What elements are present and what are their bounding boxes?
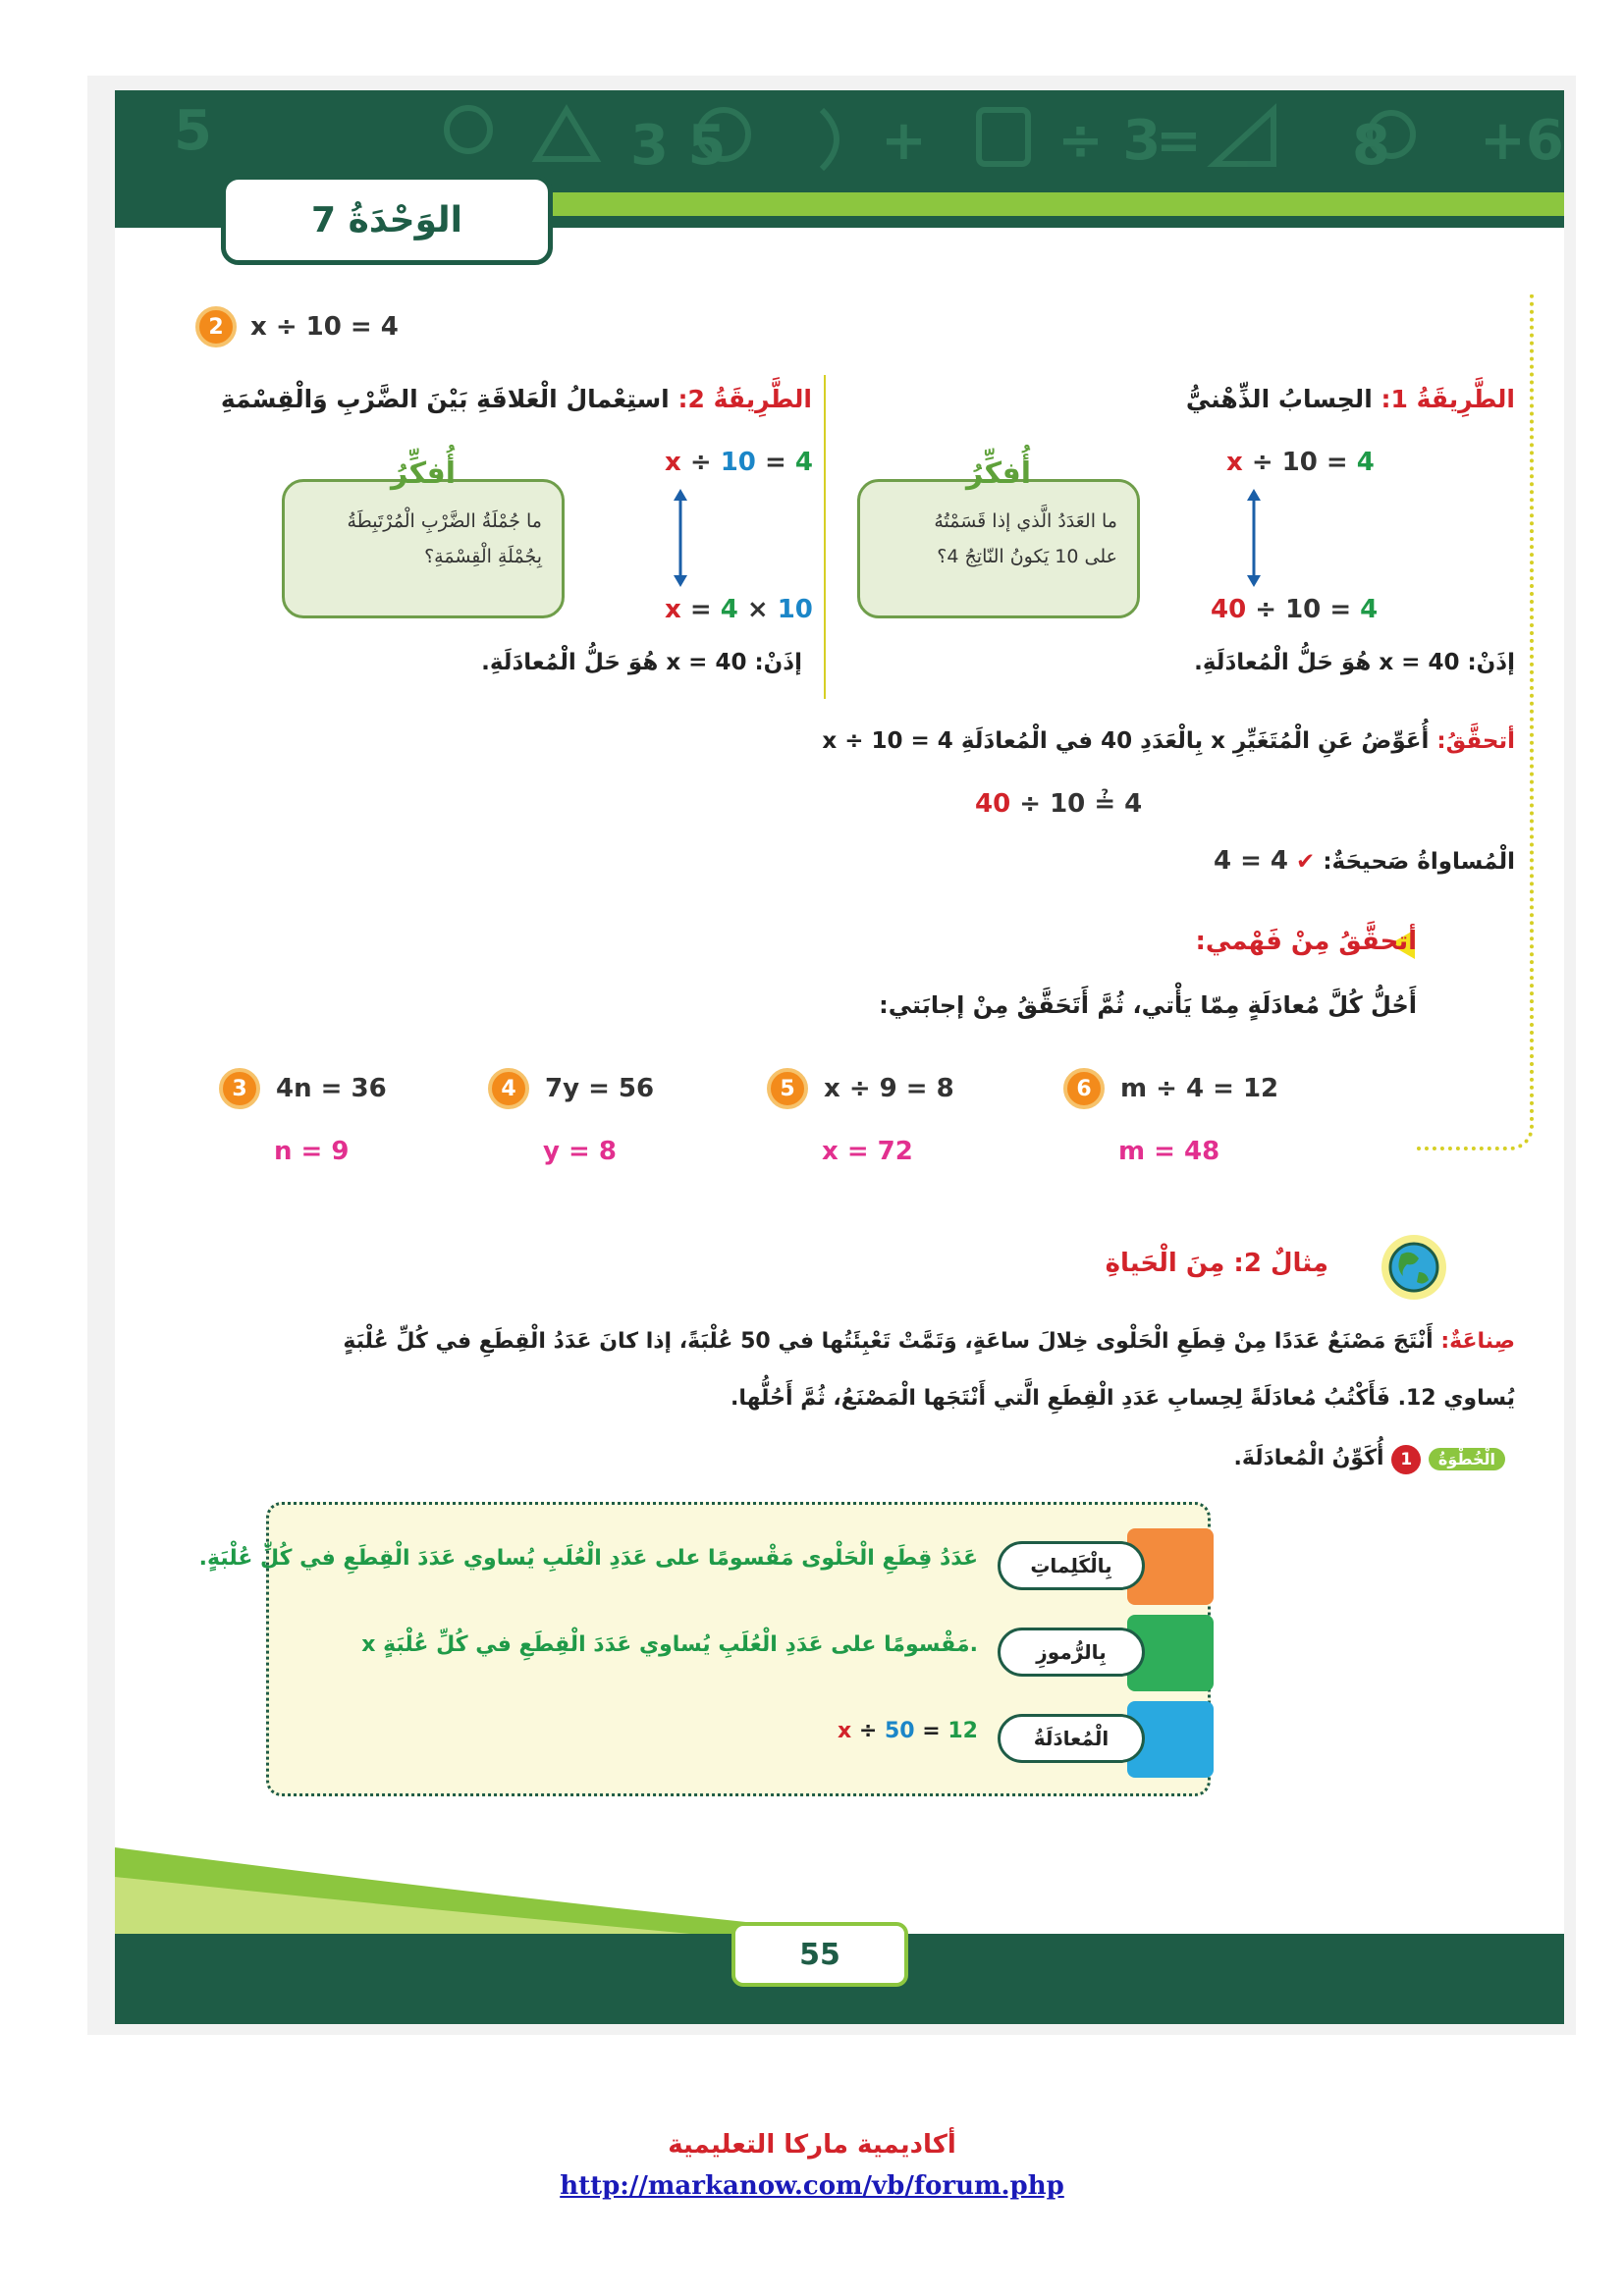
- equation-part: 50: [884, 1719, 915, 1743]
- check-equality: 4 = 4: [1213, 846, 1289, 876]
- svg-text:=: =: [1156, 109, 1202, 173]
- svg-text:3 5: 3 5: [630, 114, 727, 178]
- understanding-title: أتحقَّقُ مِنْ فَهْمي:: [1195, 927, 1417, 956]
- step-number-badge: 1: [1391, 1445, 1421, 1474]
- svg-text:+: +: [881, 109, 927, 173]
- problem-number-badge: 3: [219, 1068, 260, 1109]
- eq-result: 4: [794, 448, 813, 477]
- page-number-box: [731, 1922, 908, 1987]
- eq-num: 4: [720, 595, 738, 624]
- problem-answer: m = 48: [1118, 1137, 1220, 1166]
- eq-op: ÷: [689, 448, 712, 477]
- eq-result: 4: [1360, 595, 1379, 624]
- eq-op: ÷ 10 =: [1255, 595, 1352, 624]
- row-text: x مَقْسومًا على عَدَدِ الْعُلَبِ يُساوي عَدَدَ الْقِطَعِ في كُلِّ عُلْبَةٍ.: [361, 1632, 978, 1657]
- method2-label: الطَّرِيقَةُ 2:: [677, 385, 812, 413]
- check-line2: [975, 789, 1142, 819]
- check-line3: [926, 846, 1515, 876]
- method1-title: الحِسابُ الذِّهْنيُّ: [1185, 385, 1373, 413]
- check-text: أُعَوِّضُ عَنِ الْمُتَغَيِّرِ x بِالْعَدَدِ 40 في الْمُعادَلَةِ 4 = 10 ÷ x: [822, 728, 1430, 754]
- eq-result: 10: [777, 595, 813, 624]
- svg-text:+6: +6: [1480, 109, 1564, 173]
- row-label: بِالرُّموزِ: [998, 1628, 1145, 1677]
- problem-equation: x ÷ 9 = 8: [824, 1074, 954, 1103]
- equation-building-box: [198, 1502, 1211, 1796]
- eq-op: =: [689, 595, 712, 624]
- example2-paragraph-line1: [140, 1329, 1515, 1354]
- methods-divider: [824, 375, 826, 699]
- method1-conclusion: إذَنْ: 40 = x هُوَ حَلُّ الْمُعادَلَةِ.: [1194, 650, 1515, 675]
- eq-op: ×: [746, 595, 769, 624]
- eq-num: 40: [1211, 595, 1247, 624]
- method2-think-box: [282, 456, 565, 618]
- svg-text:5: 5: [174, 99, 212, 163]
- example2-title: مِثالٌ 2: مِنَ الْحَياةِ: [1105, 1249, 1328, 1278]
- problem-answer: n = 9: [274, 1137, 350, 1166]
- method1-double-arrow: [1244, 487, 1264, 589]
- equation-row: [198, 1528, 1214, 1605]
- eq-var: x: [1226, 448, 1243, 477]
- section-border: [1416, 294, 1534, 1150]
- check-equality-label: الْمُساواةُ صَحيحَةٌ:: [1323, 849, 1515, 875]
- paragraph-label: صِناعَةٌ:: [1440, 1329, 1515, 1354]
- eq-var: x: [665, 448, 681, 477]
- check-line1: [239, 728, 1515, 754]
- step-label: الْخُطْوَةُ: [1429, 1448, 1505, 1470]
- step-row: [818, 1445, 1505, 1474]
- method1-heading: [926, 385, 1515, 413]
- problem-equation: m ÷ 4 = 12: [1120, 1074, 1279, 1103]
- problem-number-badge: 4: [488, 1068, 529, 1109]
- method2-equation-top: [665, 448, 813, 477]
- eq-result: 4: [1356, 448, 1375, 477]
- problem-number-badge: 6: [1063, 1068, 1105, 1109]
- check-mark-icon: ✔: [1296, 849, 1316, 875]
- header-accent-strip: [547, 192, 1564, 216]
- example-equation: x ÷ 10 = 4: [250, 312, 399, 342]
- equation-part: x: [837, 1719, 852, 1743]
- unit-title-box: [221, 175, 553, 265]
- row-text: عَدَدُ قِطَعِ الْحَلْوى مَقْسومًا على عَدَدِ الْعُلَبِ يُساوي عَدَدَ الْقِطَعِ في كُلِّ عُلْبَةٍ.: [198, 1546, 978, 1571]
- think-label: أُفكِّرُ: [965, 456, 1032, 491]
- equation-part: =: [922, 1719, 941, 1743]
- think-line: ما العَدَدُ الَّذي إذا قَسَمْتُهُ: [934, 510, 1117, 532]
- method2-double-arrow: [671, 487, 690, 589]
- textbook-page: [115, 90, 1564, 2024]
- example-number-badge: 2: [195, 306, 237, 347]
- paragraph-text: أَنْتَجَ مَصْنَعٌ عَدَدًا مِنْ قِطَعِ الْحَلْوى خِلالَ ساعَةٍ، وَتَمَّتْ تَعْبِئَتُها في 50 عُلْبَةً، إذا كانَ عَدَدُ الْقِطَعِ في كُلِّ عُلْبَةٍ: [343, 1329, 1434, 1354]
- check-label: أتحقَّقُ:: [1436, 728, 1515, 754]
- think-label: أُفكِّرُ: [390, 456, 457, 491]
- row-label: الْمُعادَلَةُ: [998, 1714, 1145, 1763]
- method1-label: الطَّرِيقَةُ 1:: [1380, 385, 1515, 413]
- row-text: [838, 1719, 978, 1743]
- problem-equation: 4n = 36: [276, 1074, 387, 1103]
- method1-equation-top: [1226, 448, 1375, 477]
- equation-part: 12: [947, 1719, 978, 1743]
- equation-row: [279, 1615, 1214, 1691]
- method2-equation-bottom: [665, 595, 813, 624]
- think-line: على 10 يَكونُ النّاتِجُ 4؟: [937, 546, 1117, 567]
- problem-equation: 7y = 56: [545, 1074, 655, 1103]
- equation-part: ÷: [858, 1719, 878, 1743]
- globe-icon: [1380, 1233, 1448, 1302]
- equation-row: [279, 1701, 1214, 1778]
- understanding-instruction: أَحُلُّ كُلَّ مُعادَلَةٍ مِمّا يَأْتي، ثُمَّ أَتَحَقَّقُ مِنْ إجابَتي:: [879, 991, 1417, 1019]
- row-label: بِالْكَلِماتِ: [998, 1541, 1145, 1590]
- method2-title: استِعْمالُ الْعَلاقَةِ بَيْنَ الضَّرْبِ وَالْقِسْمَةِ: [220, 385, 670, 413]
- eq-num: 10: [720, 448, 756, 477]
- problem-number-badge: 5: [767, 1068, 808, 1109]
- eq-rest: ÷ 10 ≟ 4: [1019, 789, 1143, 819]
- think-line: بِجُمْلَةِ الْقِسْمَةِ؟: [424, 546, 542, 567]
- eq-num: 40: [975, 789, 1011, 819]
- method1-equation-bottom: [1211, 595, 1378, 624]
- problem-answer: y = 8: [543, 1137, 617, 1166]
- footer-link[interactable]: http://markanow.com/vb/forum.php: [560, 2171, 1064, 2201]
- think-line: ما جُمْلَةُ الضَّرْبِ الْمُرْتَبِطَةُ: [347, 510, 542, 532]
- method2-conclusion: إذَنْ: 40 = x هُوَ حَلُّ الْمُعادَلَةِ.: [481, 650, 802, 675]
- step-text: أُكَوِّنُ الْمُعادَلَةَ.: [1233, 1446, 1384, 1470]
- page-number: 55: [799, 1937, 840, 1972]
- eq-var: x: [665, 595, 681, 624]
- method1-think-box: [857, 456, 1140, 618]
- example2-paragraph-line2: يُساوي 12. فَأَكْتُبُ مُعادَلَةً لِحِسابِ عَدَدِ الْقِطَعِ الَّتي أَنْتَجَها الْمَصْنَعُ، ثُمَّ أَحُلُّها.: [731, 1386, 1515, 1411]
- unit-title: الوَحْدَةُ 7: [310, 199, 462, 240]
- svg-text:÷ 3: ÷ 3: [1057, 109, 1162, 173]
- eq-op: =: [764, 448, 786, 477]
- problem-answer: x = 72: [822, 1137, 913, 1166]
- method2-heading: [174, 385, 812, 413]
- footer-credit: أكاديمية ماركا التعليمية: [668, 2130, 956, 2160]
- eq-op: ÷ 10 =: [1251, 448, 1348, 477]
- svg-text:8: 8: [1352, 114, 1390, 178]
